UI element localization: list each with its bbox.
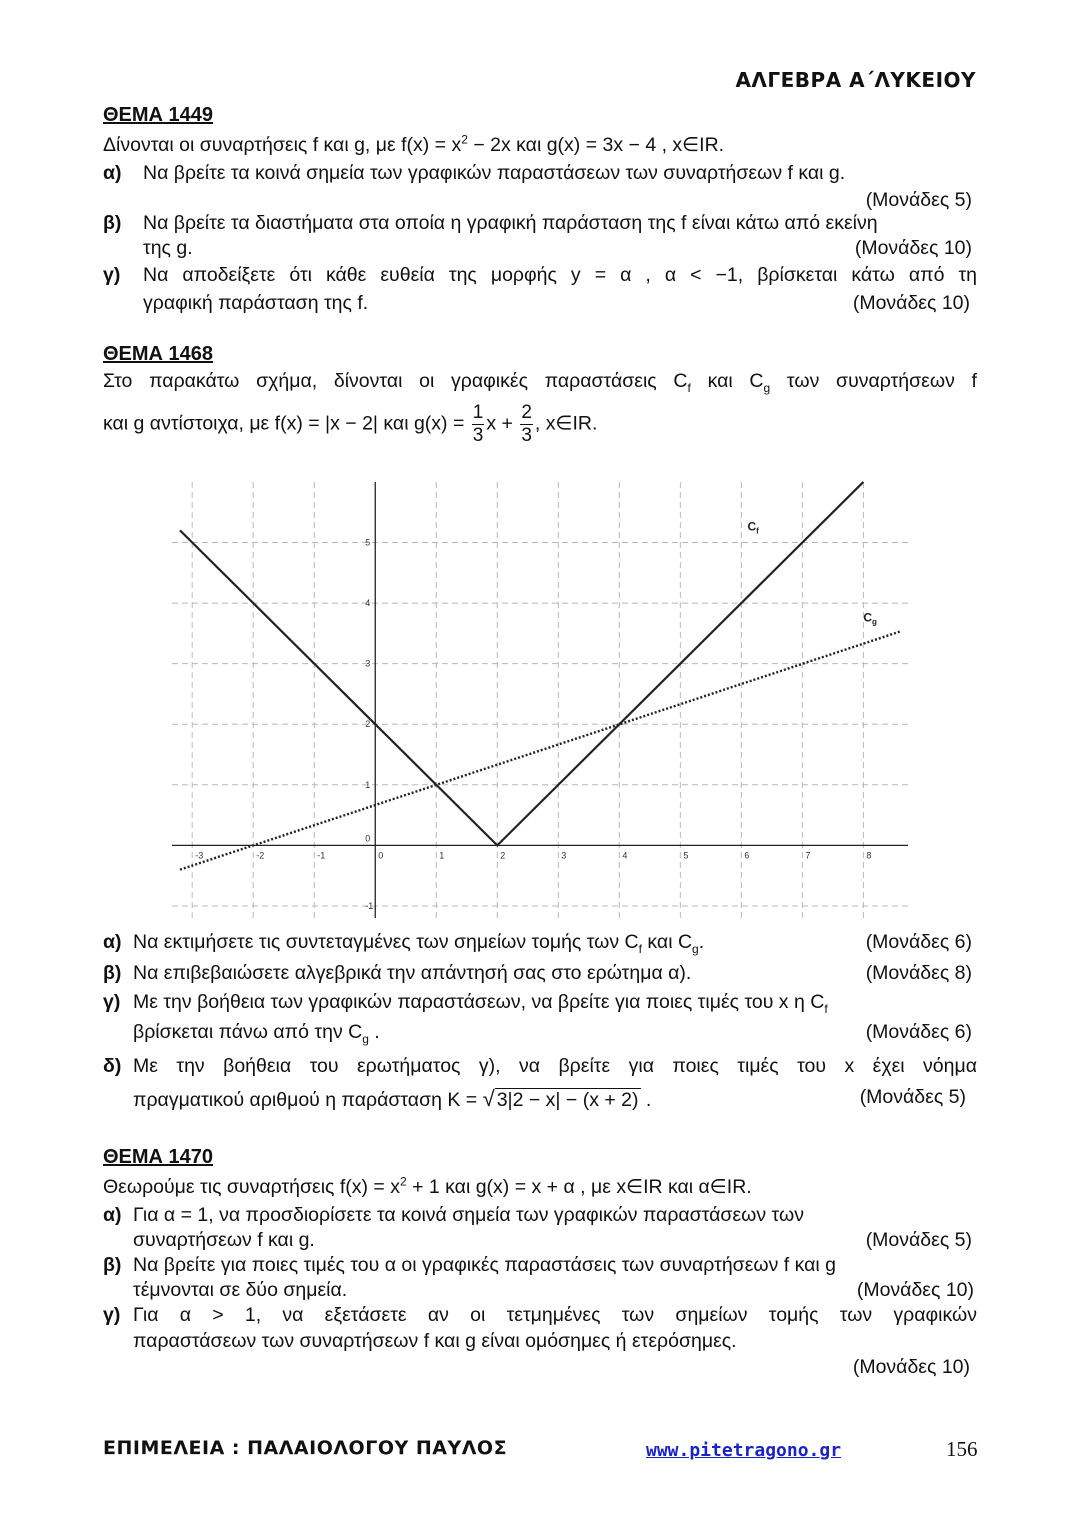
topic1-title: ΘΕΜΑ 1449 xyxy=(103,104,214,126)
footer-website-link[interactable]: www.pitetragono.gr xyxy=(646,1440,842,1461)
topic1-qb-label: β) xyxy=(103,212,122,234)
topic1-intro-b: − 2x και g(x) = 3x − 4 , x∈IR. xyxy=(467,134,725,156)
topic3-qa-text-2: συναρτήσεων f και g. xyxy=(133,1229,315,1251)
x-tick-label: 4 xyxy=(622,850,628,861)
topic2-qa-b: και C xyxy=(641,931,693,953)
y-tick-label: 4 xyxy=(365,598,371,609)
topic2-qc-2b: . xyxy=(368,1021,380,1043)
topic2-qc-text-2 xyxy=(133,1021,380,1044)
topic1-qb-text-2: της g. xyxy=(143,237,193,259)
topic3-intro-b: + 1 και g(x) = x + α , με x∈IR και α∈IR. xyxy=(406,1176,752,1198)
fraction-two-thirds: $\frac{2}{3}$ xyxy=(521,402,532,446)
topic2-qd-text-1: Με την βοήθεια του ερωτήματος γ), να βρείτε για ποιες τιμές του x έχει νόημα xyxy=(133,1055,977,1077)
topic2-intro-1c: των συναρτήσεων f xyxy=(770,370,977,392)
function-graph xyxy=(170,480,910,920)
topic3-title: ΘΕΜΑ 1470 xyxy=(103,1146,214,1168)
topic2-qa-label: α) xyxy=(103,931,122,953)
topic1-intro: Δίνονται οι συναρτήσεις f και g, με $f(x) = x^2 - 2x$ και g(x) = 3x − 4 , x∈IR. xyxy=(103,132,725,156)
x-tick-label: 2 xyxy=(500,850,506,861)
topic2-qa-text xyxy=(133,931,704,954)
header-title: ΑΛΓΕΒΡΑ Α΄ΛΥΚΕΙΟΥ xyxy=(735,68,976,92)
topic3-qa-text-1: Για α = 1, να προσδιορίσετε τα κοινά σημεία των γραφικών παραστάσεων των xyxy=(133,1204,804,1226)
topic3-intro-a: Θεωρούμε τις συναρτήσεις f(x) = x xyxy=(103,1176,400,1198)
footer-author: ΕΠΙΜΕΛΕΙΑ : ΠΑΛΑΙΟΛΟΓΟΥ ΠΑΥΛΟΣ xyxy=(103,1437,508,1459)
topic2-intro-2a: και g αντίστοιχα, με f(x) = |x − 2| και g(x) = xyxy=(103,412,470,435)
topic2-intro-1a: Στο παρακάτω σχήμα, δίνονται οι γραφικές παραστάσεις C xyxy=(103,370,688,392)
x-tick-label: 7 xyxy=(805,850,811,861)
topic1-qc-text-1: Να αποδείξετε ότι κάθε ευθεία της μορφής y = α , α < −1, βρίσκεται κάτω από τη xyxy=(143,264,977,286)
topic1-qb-points: (Μονάδες 10) xyxy=(854,237,972,259)
topic3-intro: Θεωρούμε τις συναρτήσεις $f(x) = x^2 + 1$ και g(x) = x + α , με x∈IR και α∈IR. xyxy=(103,1174,752,1198)
graph-curve-labels xyxy=(747,519,877,626)
graph-series xyxy=(180,482,900,870)
x-tick-label: 3 xyxy=(561,850,567,861)
x-tick-label: 8 xyxy=(866,850,872,861)
topic3-qc-label: γ) xyxy=(103,1304,121,1326)
topic2-qc-points: (Μονάδες 6) xyxy=(865,1021,972,1043)
y-tick-label: 2 xyxy=(365,719,371,730)
topic2-intro-2 xyxy=(103,402,597,447)
topic3-qa-label: α) xyxy=(103,1204,122,1226)
topic3-qc-points: (Μονάδες 10) xyxy=(852,1356,970,1378)
topic3-qb-text-1: Να βρείτε για ποιες τιμές του α οι γραφικές παραστάσεις των συναρτήσεων f και g xyxy=(133,1254,836,1276)
topic2-qb-points: (Μονάδες 8) xyxy=(865,962,972,984)
x-tick-label: -1 xyxy=(317,850,326,861)
topic2-qd-points: (Μονάδες 5) xyxy=(859,1086,966,1108)
topic2-qa-sub-g: g xyxy=(692,941,699,956)
fraction-one-third: $\frac{1}{3}$ xyxy=(472,402,484,446)
x-tick-label: 0 xyxy=(378,850,384,861)
topic2-intro-1 xyxy=(103,370,977,393)
topic2-title: ΘΕΜΑ 1468 xyxy=(103,343,214,365)
y-tick-label: 1 xyxy=(365,779,371,790)
y-tick-label: 3 xyxy=(365,658,371,669)
curve-label-cf: $C_f$ xyxy=(747,519,759,536)
topic2-qc-2a: βρίσκεται πάνω από την C xyxy=(133,1021,363,1043)
topic1-qc-points: (Μονάδες 10) xyxy=(852,292,970,314)
topic2-qd-label: δ) xyxy=(103,1055,122,1077)
topic2-qb-text: Να επιβεβαιώσετε αλγεβρικά την απάντησή σας στο ερώτημα α). xyxy=(133,962,692,984)
y-tick-label: -1 xyxy=(365,900,374,911)
topic2-qd-radicand: 3|2 − x| − (x + 2) xyxy=(496,1089,639,1111)
topic1-qa-label: α) xyxy=(103,162,122,184)
page-number: 156 xyxy=(946,1437,978,1461)
topic3-qb-text-2: τέμνονται σε δύο σημεία. xyxy=(133,1279,348,1301)
curve-label-cg-sub: g xyxy=(872,617,877,627)
topic2-intro-sub-f: f xyxy=(687,380,691,395)
y-tick-label: 5 xyxy=(365,537,371,548)
topic2-intro-1b: και C xyxy=(690,370,764,392)
curve-label-cf-sub: f xyxy=(756,526,759,536)
topic3-qc-text-2: παραστάσεων των συναρτήσεων f και g είναι ομόσημες ή ετερόσημες. xyxy=(133,1330,737,1352)
x-tick-label: -2 xyxy=(256,850,265,861)
series-line-cg xyxy=(180,632,900,870)
y-tick-label: 0 xyxy=(365,833,371,844)
topic1-qc-text-2: γραφική παράσταση της f. xyxy=(143,292,369,314)
topic2-qd-2a: πραγματικού αριθμού η παράσταση K = xyxy=(133,1089,483,1111)
topic2-qa-a: Να εκτιμήσετε τις συντεταγμένες των σημείων τομής των C xyxy=(133,931,639,953)
topic2-qc-label: γ) xyxy=(103,991,121,1013)
x-tick-label: 6 xyxy=(744,850,750,861)
topic3-qb-label: β) xyxy=(103,1254,122,1276)
topic3-qa-points: (Μονάδες 5) xyxy=(865,1229,972,1251)
topic2-qc-1-sub: f xyxy=(824,1001,828,1016)
topic2-qb-label: β) xyxy=(103,962,122,984)
topic3-qb-points: (Μονάδες 10) xyxy=(856,1279,974,1301)
topic1-qb-text-1: Να βρείτε τα διαστήματα στα οποία η γραφική παράσταση της f είναι κάτω από εκείνη xyxy=(143,212,878,234)
curve-label-cg: $C_g$ xyxy=(863,610,877,627)
topic2-qa-points: (Μονάδες 6) xyxy=(865,931,972,953)
topic2-qa-sub-f: f xyxy=(638,941,642,956)
x-tick-label: -3 xyxy=(195,850,204,861)
x-tick-label: 5 xyxy=(683,850,689,861)
topic2-qc-1a: Με την βοήθεια των γραφικών παραστάσεων, να βρείτε για ποιες τιμές του x η C xyxy=(133,991,825,1013)
topic2-intro-2c: , x∈IR. xyxy=(534,412,598,435)
topic1-intro-a: Δίνονται οι συναρτήσεις f και g, με f(x) = x xyxy=(103,134,462,156)
topic2-intro-2b: x + xyxy=(486,412,519,435)
topic3-qc-text-1: Για α > 1, να εξετάσετε αν οι τετμημένες των σημείων τομής των γραφικών xyxy=(133,1304,977,1326)
topic2-qc-text-1 xyxy=(133,991,828,1014)
topic2-qd-2c: . xyxy=(640,1089,652,1111)
topic1-qc-label: γ) xyxy=(103,264,121,286)
topic2-qc-2-sub: g xyxy=(362,1031,369,1046)
topic2-qd-text-2: πραγματικού αριθμού η παράσταση K = √ 3|2 − x| − (x + 2) . xyxy=(133,1086,652,1111)
topic1-qa-text: Να βρείτε τα κοινά σημεία των γραφικών παραστάσεων των συναρτήσεων f και g. xyxy=(143,162,846,184)
topic2-qa-c: . xyxy=(698,931,705,953)
x-tick-label: 1 xyxy=(439,850,445,861)
topic2-intro-sub-g: g xyxy=(763,380,771,395)
topic1-qa-points: (Μονάδες 5) xyxy=(865,189,972,211)
